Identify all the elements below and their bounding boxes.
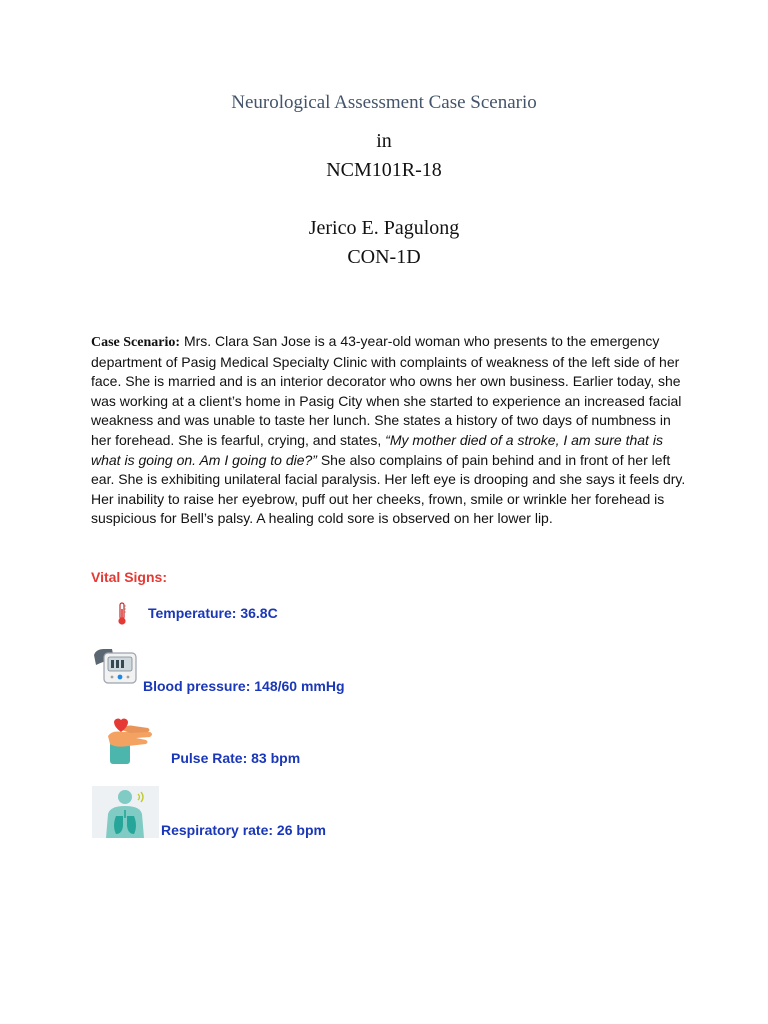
course-code: NCM101R-18	[326, 159, 442, 181]
blood-pressure-reading: Blood pressure: 148/60 mmHg	[143, 678, 345, 694]
vital-signs-heading: Vital Signs:	[91, 569, 167, 585]
title-connector: in	[376, 130, 392, 152]
case-scenario-label: Case Scenario:	[91, 335, 181, 350]
case-scenario-paragraph	[91, 332, 687, 529]
author-name: Jerico E. Pagulong	[308, 217, 460, 239]
blood-pressure-monitor-icon	[92, 645, 138, 689]
pulse-rate-reading: Pulse Rate: 83 bpm	[171, 750, 301, 766]
patient-quote: “My mother died of a stroke, I am sure that is what is going on. Am I going to die?”	[91, 431, 663, 468]
thermometer-icon	[113, 601, 131, 627]
temperature-reading: Temperature: 36.8C	[148, 605, 278, 621]
respiratory-rate-reading: Respiratory rate: 26 bpm	[161, 822, 326, 838]
case-scenario-text-continued: She also complains of pain behind and in front of her left ear. She is exhibiting unilateral facial paralysis. Her left eye is drooping and she says it feels dry. Her inability to raise her eyebrow, puff out her cheeks, frown, smile or wrinkle her forehead is suspicious for Bell’s palsy. A healing cold sore is observed on her lower lip.	[91, 451, 686, 527]
class-section: CON-1D	[347, 246, 421, 268]
case-scenario-text: Mrs. Clara San Jose is a 43-year-old woman who presents to the emergency department of Pasig Medical Specialty Clinic with complaints of weakness of the left side of her face. She is married and is an interior decorator who owns her own business. Earlier today, she was working at a client’s home in Pasig City when she started to experience an increased facial weakness and was unable to taste her lunch. She states a history of two days of numbness in her forehead. She is fearful, crying, and states,	[91, 333, 682, 448]
lungs-icon	[92, 786, 159, 838]
pulse-check-icon	[102, 716, 158, 766]
document-title: Neurological Assessment Case Scenario	[231, 92, 537, 113]
